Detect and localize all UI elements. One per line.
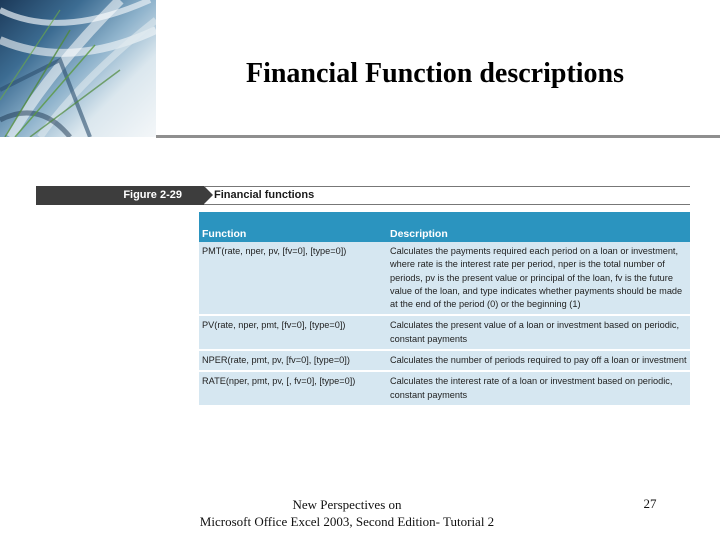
column-header-function: Function: [199, 212, 387, 242]
slide-title: Financial Function descriptions: [245, 58, 625, 89]
figure-arrow-icon: [204, 186, 213, 204]
function-signature: PMT(rate, nper, pv, [fv=0], [type=0]): [199, 242, 387, 315]
function-description: Calculates the payments required each period on a loan or investment, where rate is the interest rate per period, nper is the total number of periods, pv is the present value or principal of the loan, fv is the future value of the loan, and type indicates whether payments should be made at the end of the period (0) or the beginning (1): [387, 242, 690, 315]
architecture-photo-graphic: [0, 0, 156, 137]
column-header-description: Description: [387, 212, 690, 242]
header-divider: [156, 135, 720, 138]
table-header-row: [199, 212, 690, 242]
function-signature: RATE(nper, pmt, pv, [, fv=0], [type=0]): [199, 371, 387, 405]
table-row: [199, 371, 690, 405]
function-signature: NPER(rate, pmt, pv, [fv=0], [type=0]): [199, 350, 387, 371]
function-description: Calculates the interest rate of a loan or investment based on periodic, constant payments: [387, 371, 690, 405]
function-description: Calculates the number of periods required to pay off a loan or investment: [387, 350, 690, 371]
footer-line-1: New Perspectives on: [292, 497, 402, 512]
table-row: [199, 242, 690, 315]
function-signature: PV(rate, nper, pmt, [fv=0], [type=0]): [199, 315, 387, 350]
footer-line-2: Microsoft Office Excel 2003, Second Edition- Tutorial 2: [199, 514, 495, 529]
figure-header: [36, 186, 690, 205]
page-number: 27: [643, 496, 657, 511]
figure-number: Figure 2-29: [36, 186, 204, 205]
table-row: [199, 350, 690, 371]
header-photo: [0, 0, 156, 137]
footer-course-title: [170, 496, 524, 530]
function-description: Calculates the present value of a loan or investment based on periodic, constant payments: [387, 315, 690, 350]
table-row: [199, 315, 690, 350]
financial-functions-table: [199, 212, 690, 405]
figure-caption: Financial functions: [214, 189, 315, 201]
